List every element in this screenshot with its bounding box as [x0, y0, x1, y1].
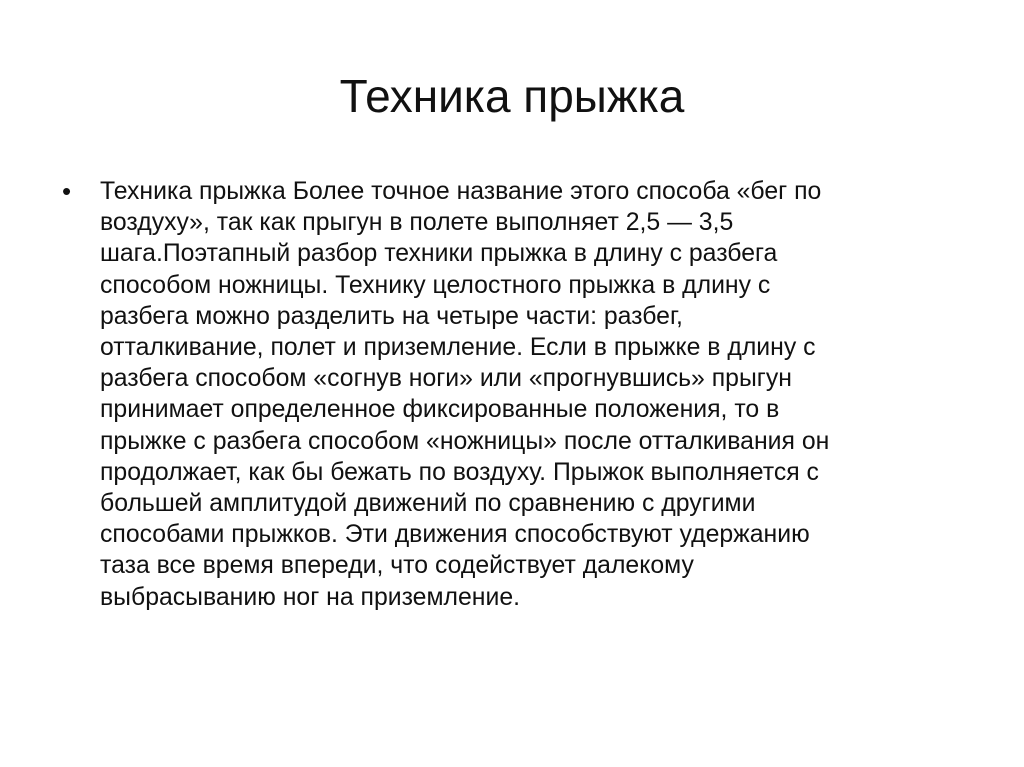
paragraph-line: принимает определенное фиксированные положения, то в: [100, 396, 780, 424]
paragraph-line: разбега способом «согнув ноги» или «прогнувшись» прыгун: [100, 365, 792, 393]
bullet-paragraph: [100, 176, 962, 613]
paragraph-line: способом ножницы. Технику целостного прыжка в длину с: [100, 271, 771, 299]
slide-title: Техника прыжка: [339, 70, 685, 122]
paragraph-line: разбега можно разделить на четыре части: разбег,: [100, 302, 683, 330]
bullet-item: [62, 176, 962, 613]
paragraph-line: выбрасыванию ног на приземление.: [100, 583, 520, 611]
paragraph-line: отталкивание, полет и приземление. Если в прыжке в длину с: [100, 334, 816, 362]
slide-content: [62, 176, 962, 613]
paragraph-line: Техника прыжка Более точное название этого способа «бег по: [100, 178, 822, 205]
paragraph-line: прыжке с разбега способом «ножницы» после отталкивания он: [100, 427, 830, 455]
paragraph-line: продолжает, как бы бежать по воздуху. Прыжок выполняется с: [100, 458, 819, 486]
paragraph-line: воздуху», так как прыгун в полете выполняет 2,5 — 3,5: [100, 209, 734, 237]
paragraph-line: большей амплитудой движений по сравнению с другими: [100, 490, 756, 518]
paragraph-line: способами прыжков. Эти движения способствуют удержанию: [100, 521, 810, 549]
paragraph-line: таза все время впереди, что содействует далекому: [100, 552, 694, 580]
paragraph-line: шага.Поэтапный разбор техники прыжка в длину с разбега: [100, 240, 778, 268]
bullet-dot: •: [62, 176, 72, 206]
